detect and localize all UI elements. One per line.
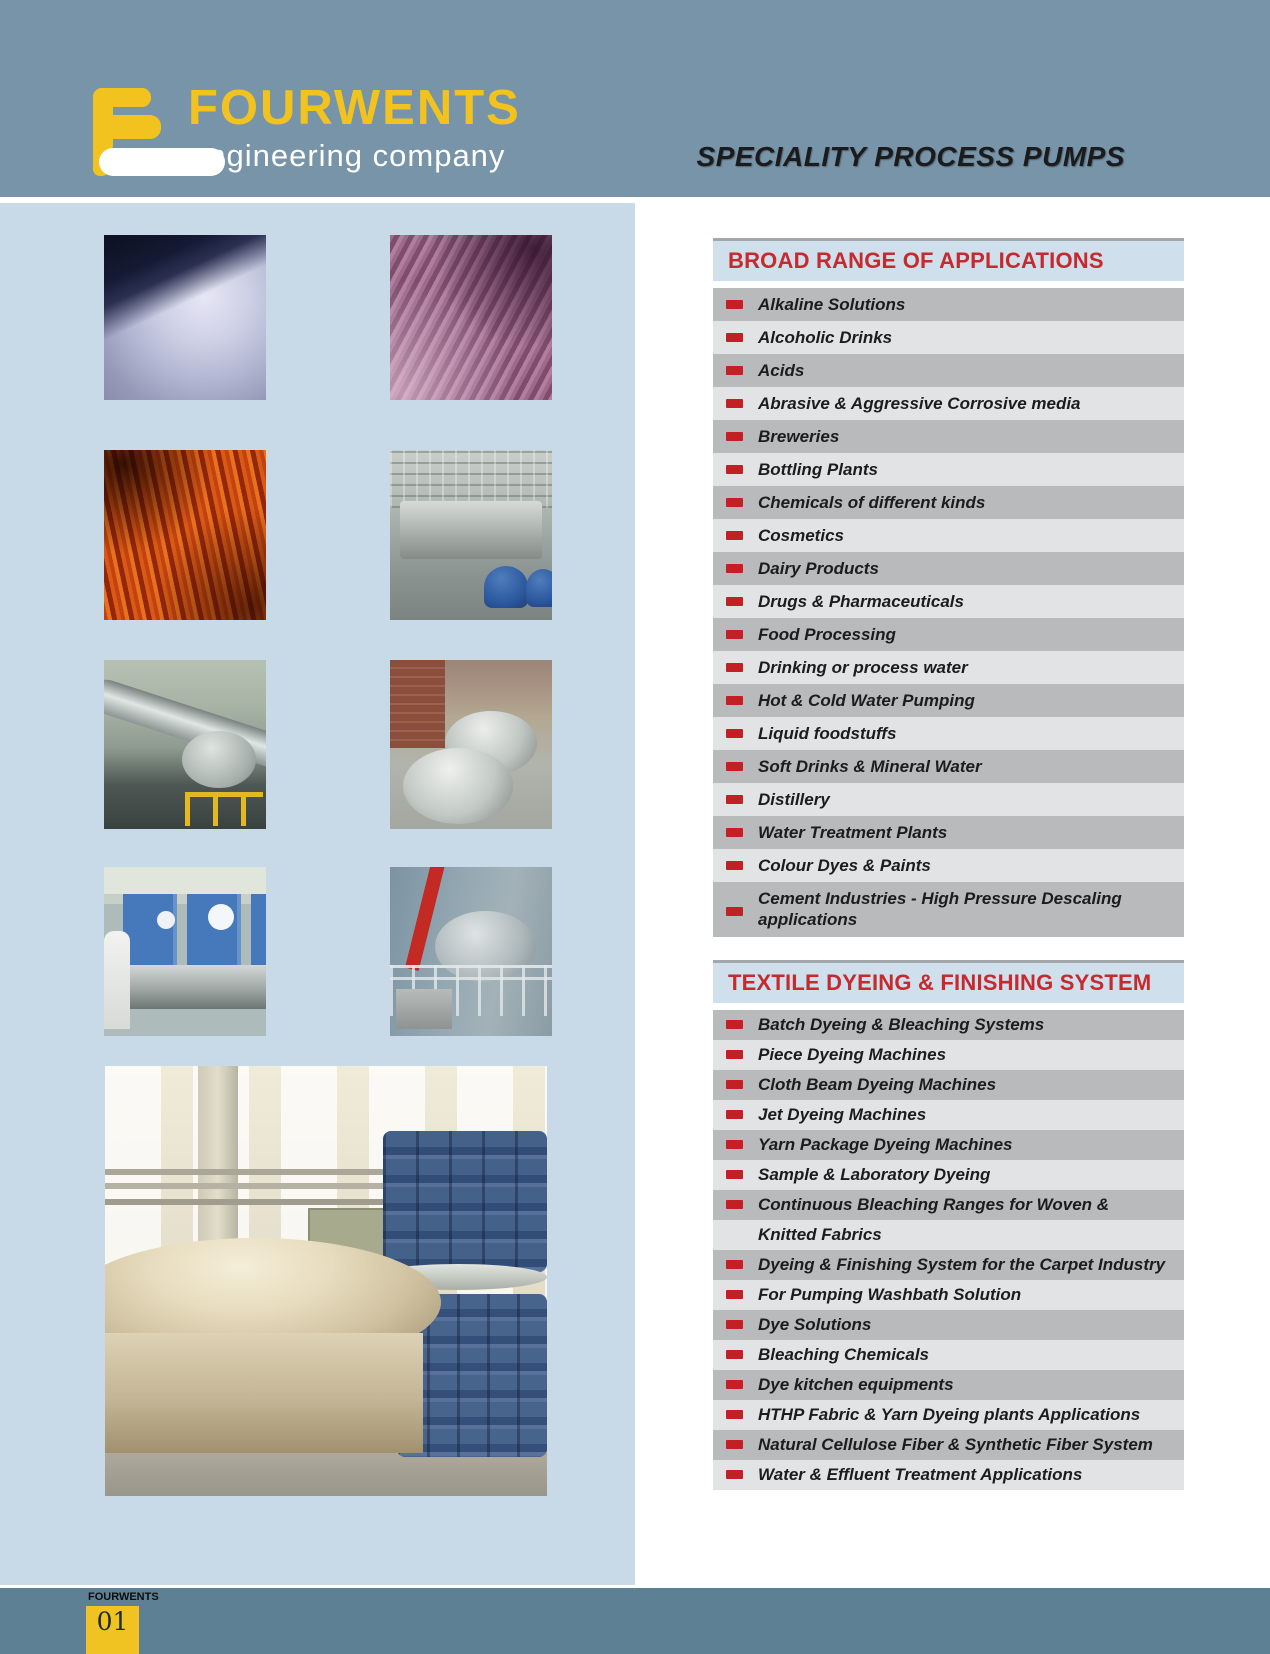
list-item-label: Colour Dyes & Paints (758, 855, 931, 875)
list-item-label: Natural Cellulose Fiber & Synthetic Fiber System (758, 1434, 1153, 1454)
red-dash-bullet-icon (726, 1200, 743, 1209)
red-dash-bullet-icon (726, 1290, 743, 1299)
red-dash-bullet-icon (726, 762, 743, 771)
list-item-label: Yarn Package Dyeing Machines (758, 1134, 1013, 1154)
list-item (713, 783, 1184, 816)
page-title: SPECIALITY PROCESS PUMPS (696, 141, 1125, 172)
red-dash-bullet-icon (726, 663, 743, 672)
list-item-label: Liquid foodstuffs (758, 723, 897, 743)
list-item (713, 288, 1184, 321)
list-item (713, 1220, 1184, 1250)
list-item (713, 1250, 1184, 1280)
photo-orange-yarn (104, 450, 266, 620)
photo-purple-yarn-cone (390, 235, 552, 400)
applications-section (713, 238, 1184, 937)
list-item-label: Soft Drinks & Mineral Water (758, 756, 982, 776)
list-item (713, 387, 1184, 420)
list-item (713, 354, 1184, 387)
red-dash-bullet-icon (726, 1470, 743, 1479)
photo-fabric-silk (104, 235, 266, 400)
photo-panel (0, 203, 635, 1585)
red-dash-bullet-icon (726, 366, 743, 375)
list-item-label: Knitted Fabrics (758, 1224, 882, 1244)
header-band (0, 0, 1270, 197)
red-dash-bullet-icon (726, 1320, 743, 1329)
red-dash-bullet-icon (726, 630, 743, 639)
list-item-label: Drugs & Pharmaceuticals (758, 591, 964, 611)
list-item (713, 1070, 1184, 1100)
list-item-label: Dye kitchen equipments (758, 1374, 954, 1394)
list-item-label: For Pumping Washbath Solution (758, 1284, 1022, 1304)
list-item-label: Abrasive & Aggressive Corrosive media (758, 393, 1081, 413)
section-title: BROAD RANGE OF APPLICATIONS (728, 248, 1104, 273)
list-item (713, 519, 1184, 552)
red-dash-bullet-icon (726, 1020, 743, 1029)
page-number: 01 (96, 1607, 129, 1636)
list-item (713, 1010, 1184, 1040)
list-item (713, 585, 1184, 618)
list-item-label: Bottling Plants (758, 459, 878, 479)
list-item-label: Dyeing & Finishing System for the Carpet Industry (758, 1254, 1166, 1274)
list-item (713, 321, 1184, 354)
footer-band (0, 1588, 1270, 1654)
footer-brand: FOURWENTS (88, 1591, 159, 1603)
red-dash-bullet-icon (726, 399, 743, 408)
brand-name: FOURWENTS (188, 81, 521, 135)
textile-section (713, 960, 1184, 1490)
list-item-label: Breweries (758, 426, 840, 446)
photo-yarn-package-dyeing-plant (105, 1066, 547, 1496)
list-item (713, 618, 1184, 651)
red-dash-bullet-icon (726, 1350, 743, 1359)
list-item (713, 684, 1184, 717)
red-dash-bullet-icon (726, 531, 743, 540)
red-dash-bullet-icon (726, 828, 743, 837)
list-item (713, 1370, 1184, 1400)
list-item (713, 420, 1184, 453)
photo-vessel-red-hoist (390, 867, 552, 1036)
list-item (713, 1100, 1184, 1130)
list-item-label: Drinking or process water (758, 657, 968, 677)
red-dash-bullet-icon (726, 300, 743, 309)
list-item-label: Alkaline Solutions (758, 294, 906, 314)
list-item-label: Water Treatment Plants (758, 822, 948, 842)
list-item-label: Dye Solutions (758, 1314, 872, 1334)
list-item-label: Hot & Cold Water Pumping (758, 690, 975, 710)
red-dash-bullet-icon (726, 1140, 743, 1149)
brand-subtitle: engineering company (190, 138, 506, 173)
list-item (713, 1430, 1184, 1460)
red-dash-bullet-icon (726, 432, 743, 441)
section-title-bar (713, 238, 1184, 281)
list-item-label: Jet Dyeing Machines (758, 1104, 927, 1124)
list-item (713, 882, 1184, 937)
red-dash-bullet-icon (726, 333, 743, 342)
red-dash-bullet-icon (726, 1440, 743, 1449)
red-dash-bullet-icon (726, 1050, 743, 1059)
red-dash-bullet-icon (726, 564, 743, 573)
list-item (713, 1460, 1184, 1490)
list-item-label: Cloth Beam Dyeing Machines (758, 1074, 997, 1094)
list-item-label: Batch Dyeing & Bleaching Systems (758, 1014, 1045, 1034)
red-dash-bullet-icon (726, 907, 743, 916)
red-dash-bullet-icon (726, 1260, 743, 1269)
list-item (713, 849, 1184, 882)
list-item (713, 486, 1184, 519)
list-item (713, 1310, 1184, 1340)
list-item (713, 1190, 1184, 1220)
photo-dome-vessels (390, 660, 552, 829)
list-item-label: Acids (758, 360, 805, 380)
list-item-label: Distillery (758, 789, 830, 809)
content-column (713, 203, 1184, 1490)
photo-blue-machines (104, 867, 266, 1036)
list-item (713, 651, 1184, 684)
list-item-label: Cement Industries - High Pressure Descaling applications (758, 889, 1122, 930)
red-dash-bullet-icon (726, 696, 743, 705)
list-item-label: Water & Effluent Treatment Applications (758, 1464, 1083, 1484)
list-item (713, 1160, 1184, 1190)
red-dash-bullet-icon (726, 1380, 743, 1389)
list-item (713, 453, 1184, 486)
list-item-label: Bleaching Chemicals (758, 1344, 930, 1364)
textile-list (713, 1010, 1184, 1490)
list-item-label: Cosmetics (758, 525, 844, 545)
red-dash-bullet-icon (726, 795, 743, 804)
list-item (713, 750, 1184, 783)
red-dash-bullet-icon (726, 861, 743, 870)
red-dash-bullet-icon (726, 465, 743, 474)
list-item-label: Alcoholic Drinks (758, 327, 893, 347)
photo-stainless-piping (104, 660, 266, 829)
red-dash-bullet-icon (726, 729, 743, 738)
list-item-label: Food Processing (758, 624, 896, 644)
list-item-label: Chemicals of different kinds (758, 492, 986, 512)
list-item-label: Dairy Products (758, 558, 879, 578)
list-item (713, 1040, 1184, 1070)
list-item (713, 1280, 1184, 1310)
red-dash-bullet-icon (726, 1110, 743, 1119)
list-item (713, 816, 1184, 849)
list-item-label: Continuous Bleaching Ranges for Woven & (758, 1194, 1110, 1214)
red-dash-bullet-icon (726, 597, 743, 606)
section-title-bar (713, 960, 1184, 1003)
page-number-tab (86, 1606, 139, 1654)
list-item-label: Sample & Laboratory Dyeing (758, 1164, 991, 1184)
list-item-label: Piece Dyeing Machines (758, 1044, 947, 1064)
list-item-label: HTHP Fabric & Yarn Dyeing plants Applications (758, 1404, 1141, 1424)
red-dash-bullet-icon (726, 1170, 743, 1179)
red-dash-bullet-icon (726, 1410, 743, 1419)
list-item (713, 1340, 1184, 1370)
red-dash-bullet-icon (726, 498, 743, 507)
photo-dyeing-machine-blue-drums (390, 450, 552, 620)
list-item (713, 552, 1184, 585)
applications-list (713, 288, 1184, 937)
list-item (713, 1400, 1184, 1430)
list-item (713, 1130, 1184, 1160)
section-title: TEXTILE DYEING & FINISHING SYSTEM (728, 969, 1152, 995)
red-dash-bullet-icon (726, 1080, 743, 1089)
list-item (713, 717, 1184, 750)
